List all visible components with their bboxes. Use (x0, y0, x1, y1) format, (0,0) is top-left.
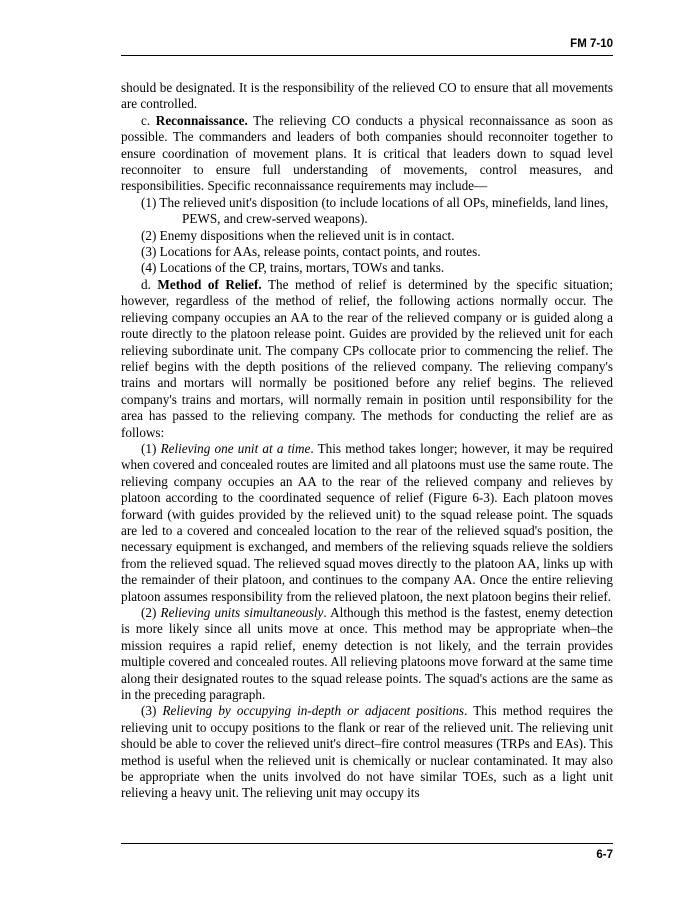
recon-item-1: (1) The relieved unit's disposition (to include locations of all OPs, minefields, land lines, PEWS, and crew-served weapons). (141, 194, 609, 227)
page-body (121, 80, 613, 802)
method-1-number: (1) (141, 440, 157, 456)
recon-item-2: (2) Enemy dispositions when the relieved unit is in contact. (141, 227, 455, 243)
method-2-number: (2) (141, 605, 157, 620)
page-number: 6-7 (596, 849, 613, 861)
method-3 (121, 703, 613, 801)
footer-rule (121, 843, 613, 844)
paragraph-c-text: The relieving CO conducts a physical reconnaissance as soon as possible. The commanders and leaders of both companies should reconnoiter together to ensure coordination of movement plans. It is critical that leaders down to squad level reconnoiter to ensure full understanding of movements, control measures, and responsibilities. Specific reconnaissance requirements may include— (121, 112, 613, 194)
method-3-title: Relieving by occupying in-depth or adjacent positions (162, 703, 465, 719)
paragraph-d-label: d. (141, 276, 151, 292)
method-2 (121, 605, 613, 703)
method-3-number: (3) (141, 703, 157, 719)
paragraph-c-label: c. (141, 112, 151, 128)
method-2-title: Relieving units simultaneously (160, 605, 324, 620)
method-1 (121, 441, 613, 605)
recon-item-3: (3) Locations for AAs, release points, contact points, and routes. (141, 244, 481, 260)
method-3-text: . This method requires the relieving unit to occupy positions to the flank or rear of the relieved unit. The relieving unit should be able to cover the relieved unit's direct–fire control measures (TRPs and EAs). This method is useful when the relieved unit is chemically or nuclear contaminated. It may also be appropriate when the units involved do not have similar TOEs, such as a light unit relieving a heavy unit. The relieving unit may occupy its (121, 703, 613, 801)
method-2-text: . Although this method is the fastest, enemy detection is more likely since all units move at once. This method may be appropriate when–the mission requires a rapid relief, enemy detection is not likely, and the terrain provides multiple covered and concealed routes. All relieving platoons move forward at the same time along their designated routes to the squad release points. The squad's actions are the same as in the preceding paragraph. (121, 605, 614, 703)
continued-paragraph: should be designated. It is the responsibility of the relieved CO to ensure that all movements are controlled. (121, 80, 613, 112)
paragraph-d-title: Method of Relief. (157, 276, 262, 292)
method-1-text: . This method takes longer; however, it may be required when covered and concealed routes are limited and all platoons must use the same route. The relieving company occupies an AA to the rear of the relieved company and relieves by platoon according to the coordinated sequence of relief (Figure 6-3). Each platoon moves forward (with guides provided by the relieved unit) to the squad release point. The squads are led to a covered and concealed location to the rear of the relieved squad's position, the necessary equipment is exchanged, and members of the relieving squads relieve the soldiers from the relieved squad. The relieved squad moves directly to the platoon AA, links up with the remainder of their platoon, and continues to the company AA. Once the entire relieving platoon assumes responsibility from the relieved platoon, the next platoon begins their relief. (121, 440, 613, 604)
method-1-title: Relieving one unit at a time (160, 440, 311, 456)
paragraph-d-text: The method of relief is determined by the specific situation; however, regardless of the method of relief, the following actions normally occur. The relieving company occupies an AA to the rear of the relieved company or is guided along a route directly to the platoon release point. Guides are provided by the relieved unit for each relieving subordinate unit. The company CPs collocate prior to commencing the relief. The relief begins with the depth positions of the relieved company. The relieving company's trains and mortars will normally be positioned before any relief begins. The relieved company's trains and mortars, will normally remain in position until responsibility for the area has passed to the relieving company. The methods for conducting the relief are as follows: (121, 276, 614, 440)
paragraph-d (121, 277, 613, 441)
paragraph-c-title: Reconnaissance. (155, 112, 248, 128)
paragraph-c (121, 113, 613, 195)
document-id: FM 7-10 (570, 38, 613, 50)
header-rule (121, 55, 613, 56)
recon-item-4: (4) Locations of the CP, trains, mortars, TOWs and tanks. (141, 260, 445, 276)
